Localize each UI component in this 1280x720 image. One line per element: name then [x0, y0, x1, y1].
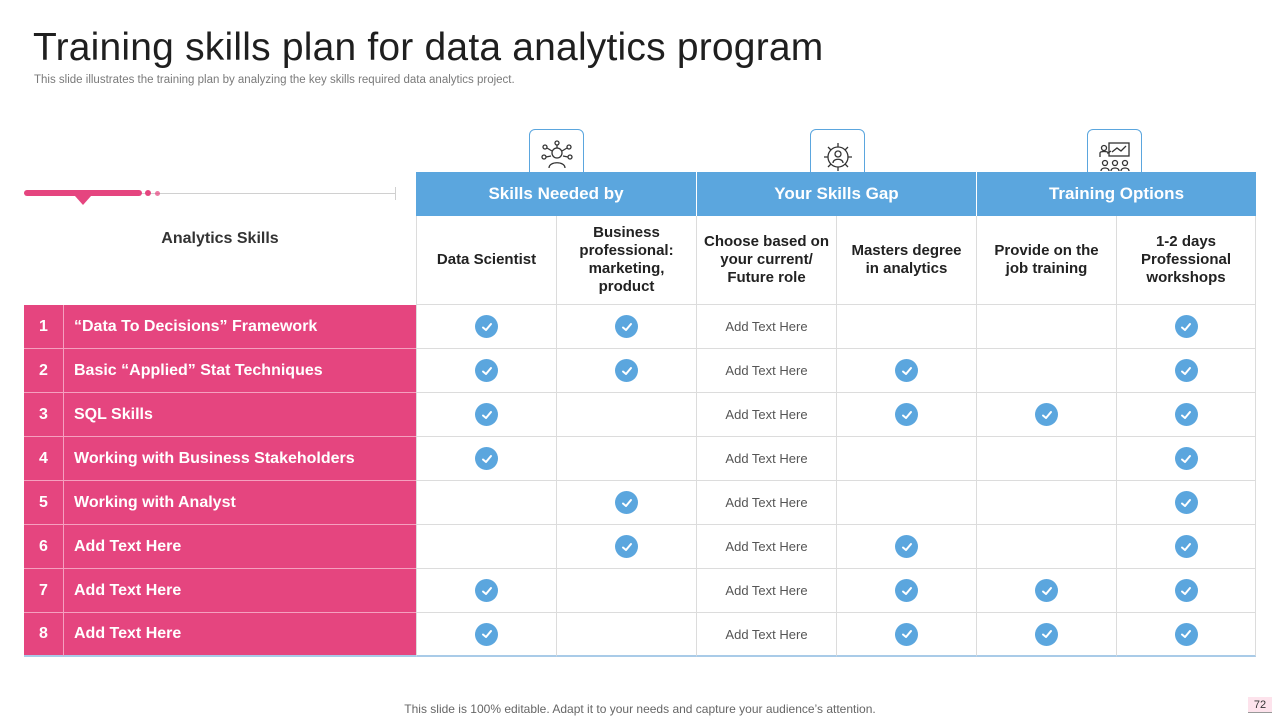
skill-name: Add Text Here: [64, 525, 416, 569]
table-cell: [1116, 349, 1256, 393]
table-row: [24, 305, 1256, 349]
decorative-dot: [145, 190, 151, 196]
row-number: 4: [24, 437, 64, 481]
table-row: [24, 525, 1256, 569]
placeholder-text: Add Text Here: [725, 451, 808, 466]
skill-name: Basic “Applied” Stat Techniques: [64, 349, 416, 393]
table-row: [24, 437, 1256, 481]
table-cell: [556, 305, 696, 349]
column-header: Masters degree in analytics: [836, 216, 976, 305]
skill-name: SQL Skills: [64, 393, 416, 437]
checkmark-icon: [475, 359, 498, 382]
table-cell: [836, 305, 976, 349]
table-cell: [1116, 613, 1256, 657]
table-cell: [416, 525, 556, 569]
group-header-skills-needed: Skills Needed by: [488, 184, 624, 203]
row-number: 7: [24, 569, 64, 613]
placeholder-text: Add Text Here: [725, 626, 808, 642]
table-cell: [696, 525, 836, 569]
column-header: 1-2 days Professional workshops: [1116, 216, 1256, 305]
decorative-tick: [395, 187, 396, 200]
skill-name: “Data To Decisions” Framework: [64, 305, 416, 349]
checkmark-icon: [475, 623, 498, 646]
row-number: 1: [24, 305, 64, 349]
table-cell: [416, 305, 556, 349]
checkmark-icon: [1035, 623, 1058, 646]
checkmark-icon: [895, 359, 918, 382]
table-cell: [836, 481, 976, 525]
table-cell: [696, 305, 836, 349]
footer-note: This slide is 100% editable. Adapt it to your needs and capture your audience’s attention.: [404, 702, 876, 716]
row-number: 2: [24, 349, 64, 393]
table-cell: [1116, 437, 1256, 481]
row-number: 3: [24, 393, 64, 437]
column-header: Choose based on your current/ Future role: [696, 216, 836, 305]
table-cell: [976, 481, 1116, 525]
table-cell: [976, 305, 1116, 349]
column-header: Provide on the job training: [976, 216, 1116, 305]
table-cell: [976, 569, 1116, 613]
skill-name: Add Text Here: [64, 569, 416, 613]
table-cell: [696, 481, 836, 525]
page-subtitle: This slide illustrates the training plan by analyzing the key skills required data analytics project.: [34, 74, 515, 86]
placeholder-text: Add Text Here: [725, 407, 808, 422]
placeholder-text: Add Text Here: [725, 495, 808, 510]
checkmark-icon: [1175, 403, 1198, 426]
checkmark-icon: [1175, 359, 1198, 382]
table-row: [24, 613, 1256, 657]
table-row: [24, 349, 1256, 393]
table-cell: [416, 349, 556, 393]
column-header: Business professional: marketing, product: [556, 216, 696, 305]
table-cell: [416, 481, 556, 525]
group-header-skills-gap: Your Skills Gap: [696, 172, 976, 216]
table-cell: [836, 613, 976, 657]
table-cell: [1116, 481, 1256, 525]
table-cell: [556, 481, 696, 525]
placeholder-text: Add Text Here: [725, 363, 808, 378]
table-cell: [976, 437, 1116, 481]
table-cell: [556, 393, 696, 437]
table-cell: [416, 437, 556, 481]
table-cell: [696, 349, 836, 393]
placeholder-text: Add Text Here: [725, 583, 808, 598]
checkmark-icon: [475, 447, 498, 470]
checkmark-icon: [1175, 447, 1198, 470]
checkmark-icon: [895, 623, 918, 646]
row-number: 6: [24, 525, 64, 569]
decorative-dot: [155, 191, 160, 196]
table-cell: [976, 525, 1116, 569]
table-cell: [696, 393, 836, 437]
row-number: 8: [24, 613, 64, 657]
checkmark-icon: [615, 491, 638, 514]
table-cell: [556, 525, 696, 569]
table-cell: [976, 393, 1116, 437]
checkmark-icon: [615, 315, 638, 338]
checkmark-icon: [1175, 579, 1198, 602]
checkmark-icon: [615, 535, 638, 558]
page-number: 72: [1248, 697, 1272, 713]
checkmark-icon: [1175, 491, 1198, 514]
skill-name: Add Text Here: [64, 613, 416, 657]
table-cell: [836, 393, 976, 437]
table-cell: [976, 613, 1116, 657]
table-cell: [1116, 525, 1256, 569]
column-header: Data Scientist: [416, 216, 556, 305]
checkmark-icon: [475, 579, 498, 602]
table-cell: [836, 349, 976, 393]
table-cell: [836, 525, 976, 569]
table-cell: [696, 569, 836, 613]
table-cell: [1116, 305, 1256, 349]
group-header-training-options: Training Options: [976, 172, 1256, 216]
table-cell: [416, 569, 556, 613]
checkmark-icon: [1175, 535, 1198, 558]
checkmark-icon: [1035, 403, 1058, 426]
placeholder-text: Add Text Here: [725, 539, 808, 554]
table-cell: [556, 613, 696, 657]
table-cell: [556, 569, 696, 613]
checkmark-icon: [475, 403, 498, 426]
table-row: [24, 569, 1256, 613]
table-row: [24, 481, 1256, 525]
checkmark-icon: [475, 315, 498, 338]
table-cell: [1116, 569, 1256, 613]
table-row: [24, 393, 1256, 437]
table-cell: [836, 569, 976, 613]
table-cell: [836, 437, 976, 481]
table-cell: [696, 613, 836, 657]
checkmark-icon: [1175, 315, 1198, 338]
skill-name: Working with Business Stakeholders: [64, 437, 416, 481]
checkmark-icon: [895, 535, 918, 558]
checkmark-icon: [1035, 579, 1058, 602]
placeholder-text: Add Text Here: [725, 319, 808, 334]
checkmark-icon: [895, 403, 918, 426]
table-cell: [696, 437, 836, 481]
table-cell: [556, 349, 696, 393]
skill-name: Working with Analyst: [64, 481, 416, 525]
decorative-pointer: [75, 196, 91, 205]
analytics-skills-label: Analytics Skills: [161, 230, 279, 247]
checkmark-icon: [895, 579, 918, 602]
page-title: Training skills plan for data analytics program: [33, 26, 824, 69]
table-cell: [556, 437, 696, 481]
table-cell: [976, 349, 1116, 393]
table-cell: [416, 393, 556, 437]
checkmark-icon: [615, 359, 638, 382]
checkmark-icon: [1175, 623, 1198, 646]
header-band: [416, 172, 1256, 216]
table-cell: [1116, 393, 1256, 437]
row-number: 5: [24, 481, 64, 525]
table-cell: [416, 613, 556, 657]
skills-table-body: [24, 305, 1256, 657]
